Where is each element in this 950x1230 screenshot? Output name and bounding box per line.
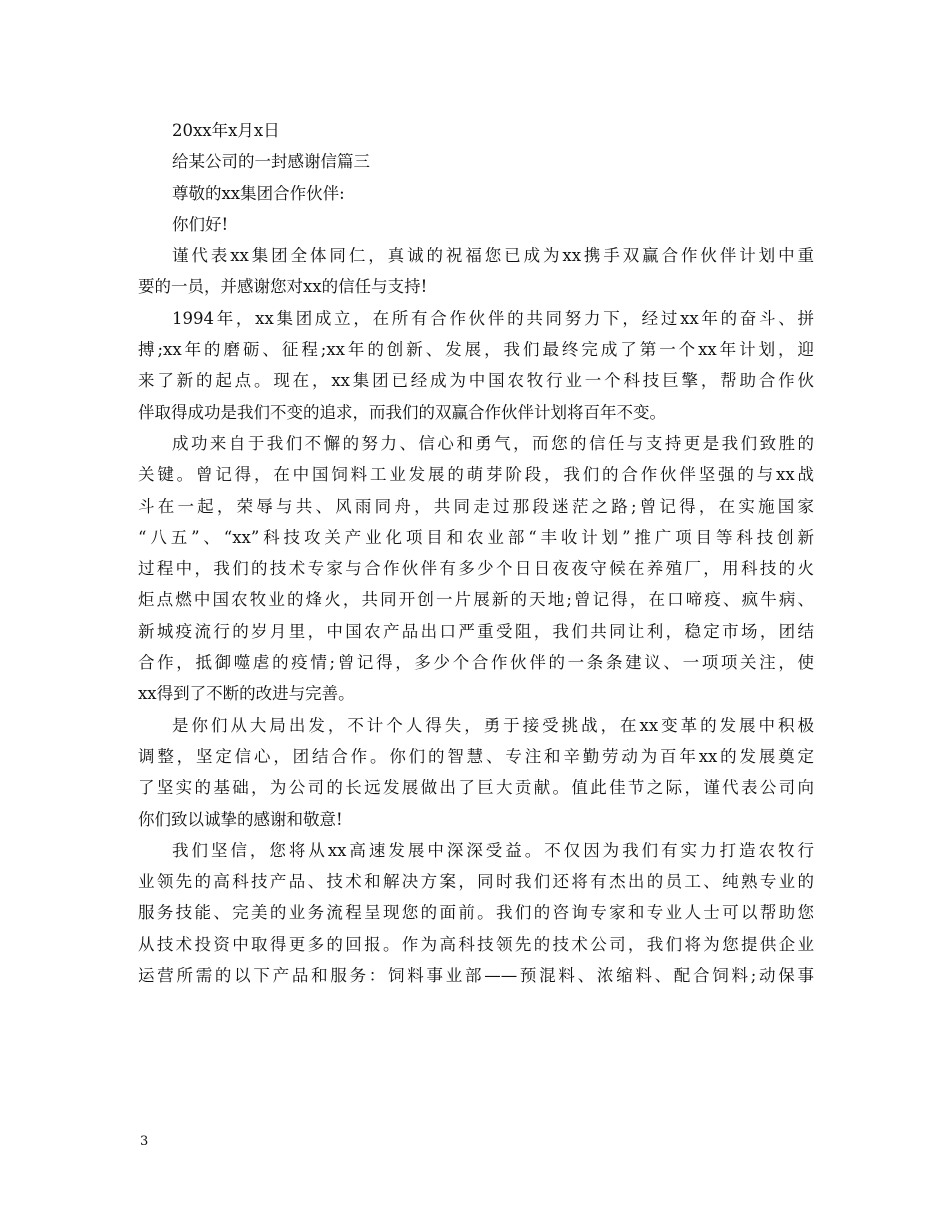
paragraph-line: 你们致以诚挚的感谢和敬意! (138, 809, 343, 829)
paragraph-line: 新城疫流行的岁月里，中国农产品出口严重受阻，我们共同让利，稳定市场，团结 (138, 621, 814, 641)
paragraph-line: 业领先的高科技产品、技术和解决方案，同时我们还将有杰出的员工、纯熟专业的 (138, 872, 814, 892)
greeting: 你们好! (172, 214, 229, 234)
letter-title: 给某公司的一封感谢信篇三 (172, 152, 370, 172)
paragraph-line: 是你们从大局出发，不计个人得失，勇于接受挑战，在xx变革的发展中积极 (172, 715, 814, 735)
paragraph-line: 伴取得成功是我们不变的追求，而我们的双赢合作伙伴计划将百年不变。 (138, 402, 666, 422)
salutation: 尊敬的xx集团合作伙伴: (172, 183, 345, 203)
paragraph-line: 来了新的起点。现在，xx集团已经成为中国农牧行业一个科技巨擎，帮助合作伙 (138, 371, 814, 391)
paragraph-line: xx得到了不断的改进与完善。 (138, 684, 355, 704)
paragraph-line: 关键。曾记得，在中国饲料工业发展的萌芽阶段，我们的合作伙伴坚强的与xx战 (138, 465, 814, 485)
paragraph-line: 谨代表xx集团全体同仁，真诚的祝福您已成为xx携手双赢合作伙伴计划中重 (172, 246, 814, 266)
date-line: 20xx年x月x日 (172, 121, 280, 140)
paragraph-line: 搏;xx年的磨砺、征程;xx年的创新、发展，我们最终完成了第一个xx年计划，迎 (138, 340, 814, 360)
document-body (138, 115, 814, 991)
paragraph-3 (138, 428, 814, 710)
paragraph-line: 服务技能、完美的业务流程呈现您的面前。我们的咨询专家和专业人士可以帮助您 (138, 903, 814, 923)
paragraph-line: 我们坚信，您将从xx高速发展中深深受益。不仅因为我们有实力打造农牧行 (172, 840, 814, 860)
paragraph-line: 过程中，我们的技术专家与合作伙伴有多少个日日夜夜守候在养殖厂，用科技的火 (138, 559, 814, 579)
paragraph-4 (138, 710, 814, 835)
paragraph-line: 要的一员，并感谢您对xx的信任与支持! (138, 277, 428, 297)
paragraph-line: 合作，抵御噬虐的疫情;曾记得，多少个合作伙伴的一条条建议、一项项关注，使 (138, 653, 814, 673)
paragraph-line: 运营所需的以下产品和服务：饲料事业部——预混料、浓缩料、配合饲料;动保事 (138, 966, 814, 986)
paragraph-line: “八五”、“xx”科技攻关产业化项目和农业部“丰收计划”推广项目等科技创新 (138, 527, 814, 547)
paragraph-line: 了坚实的基础，为公司的长远发展做出了巨大贡献。值此佳节之际，谨代表公司向 (138, 778, 814, 798)
page-number: 3 (140, 1134, 149, 1149)
paragraph-line: 成功来自于我们不懈的努力、信心和勇气，而您的信任与支持更是我们致胜的 (172, 433, 814, 453)
paragraph-line: 炬点燃中国农牧业的烽火，共同开创一片展新的天地;曾记得，在口啼疫、疯牛病、 (138, 590, 814, 610)
paragraph-1 (138, 240, 814, 303)
paragraph-5 (138, 835, 814, 991)
paragraph-line: 从技术投资中取得更多的回报。作为高科技领先的技术公司，我们将为您提供企业 (138, 934, 814, 954)
paragraph-line: 1994年，xx集团成立，在所有合作伙伴的共同努力下，经过xx年的奋斗、拼 (172, 308, 814, 328)
paragraph-line: 调整，坚定信心，团结合作。你们的智慧、专注和辛勤劳动为百年xx的发展奠定 (138, 746, 814, 766)
paragraph-line: 斗在一起，荣辱与共、风雨同舟，共同走过那段迷茫之路;曾记得，在实施国家 (138, 496, 814, 516)
paragraph-2 (138, 303, 814, 428)
